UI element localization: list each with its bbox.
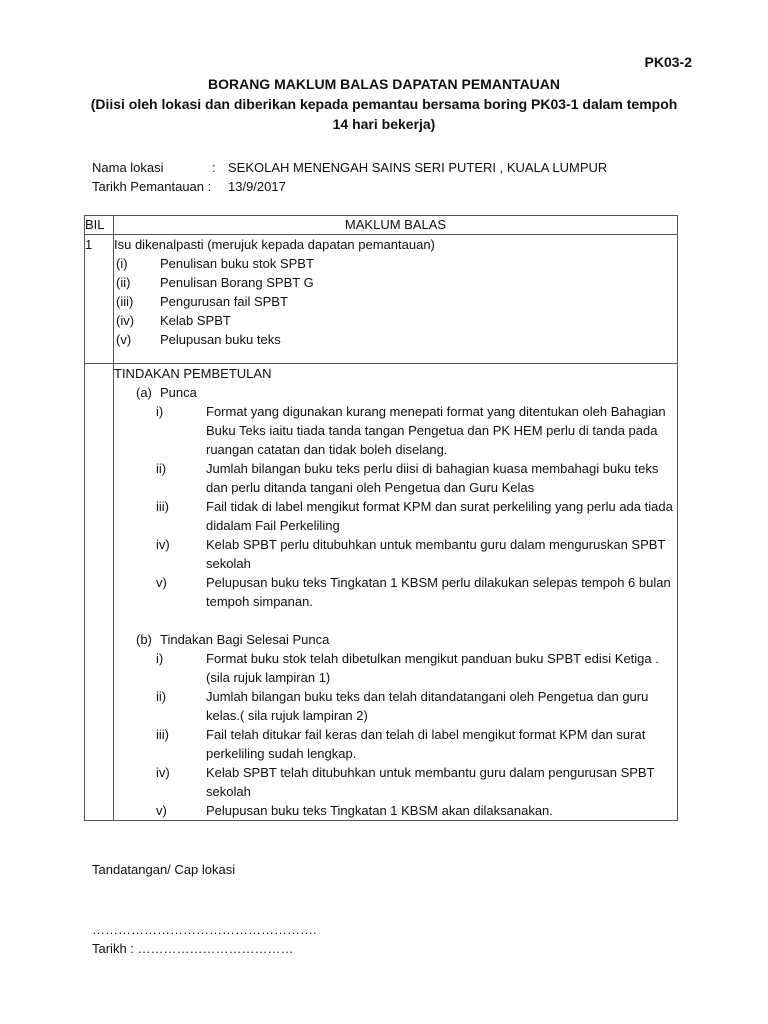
form-subtitle-line2: 14 hari bekerja) <box>332 116 436 132</box>
form-code: PK03-2 <box>644 54 692 70</box>
point-text: Format buku stok telah dibetulkan mengikut panduan buku SPBT edisi Ketiga . (sila rujuk lampiran 1) <box>206 651 659 685</box>
row-number: 1 <box>85 235 114 364</box>
list-item <box>114 801 677 820</box>
point-text: Pelupusan buku teks Tingkatan 1 KBSM perlu dilakukan selepas tempoh 6 bulan tempoh simpanan. <box>206 575 671 609</box>
section-b-title: Tindakan Bagi Selesai Punca <box>160 632 330 647</box>
title-block <box>60 74 708 134</box>
point-number: ii) <box>156 461 167 476</box>
date-value: 13/9/2017 <box>228 179 286 194</box>
table-row <box>85 364 678 821</box>
issue-number: (v) <box>116 332 132 347</box>
list-item <box>114 687 677 725</box>
section-a-heading <box>114 383 677 402</box>
list-item <box>114 273 677 292</box>
point-number: iv) <box>156 765 170 780</box>
list-item <box>114 459 677 497</box>
issues-cell <box>114 235 678 364</box>
list-item <box>114 311 677 330</box>
signature-label: Tandatangan/ Cap lokasi <box>92 862 236 877</box>
point-number: i) <box>156 651 164 666</box>
actions-cell <box>114 364 678 821</box>
location-row <box>92 158 607 177</box>
table-header-row <box>85 216 678 235</box>
list-item <box>114 330 677 349</box>
list-item <box>114 649 677 687</box>
point-number: iii) <box>156 727 169 742</box>
date-label: Tarikh Pemantauan : <box>92 179 212 194</box>
issue-text: Penulisan buku stok SPBT <box>160 256 314 271</box>
list-item <box>114 725 677 763</box>
point-text: Fail telah ditukar fail keras dan telah di label mengikut format KPM dan surat perkeliling sudah lengkap. <box>206 727 646 761</box>
location-label: Nama lokasi <box>92 160 164 175</box>
point-number: iv) <box>156 537 170 552</box>
row-number-empty <box>85 364 114 821</box>
list-item <box>114 535 677 573</box>
point-text: Format yang digunakan kurang menepati format yang ditentukan oleh Bahagian Buku Teks iaitu tiada tanda tangan Pengetua dan PK HEM perlu di tanda pada ruangan catatan dan tidak boleh diselang. <box>206 404 666 457</box>
issue-heading: Isu dikenalpasti (merujuk kepada dapatan pemantauan) <box>114 237 435 252</box>
issue-text: Pengurusan fail SPBT <box>160 294 288 309</box>
location-separator: : <box>212 160 216 175</box>
col-header-bil: BIL <box>85 216 114 235</box>
action-heading: TINDAKAN PEMBETULAN <box>114 366 272 381</box>
issue-text: Penulisan Borang SPBT G <box>160 275 314 290</box>
section-a-letter: (a) <box>136 385 152 400</box>
date-row <box>92 177 607 196</box>
point-number: i) <box>156 404 164 419</box>
list-item <box>114 497 677 535</box>
issue-number: (ii) <box>116 275 131 290</box>
section-b-letter: (b) <box>136 632 152 647</box>
list-item <box>114 763 677 801</box>
spacer <box>114 611 677 630</box>
form-title: BORANG MAKLUM BALAS DAPATAN PEMANTAUAN <box>207 76 561 92</box>
signature-line: ……………………………………………. <box>92 922 317 937</box>
table-row <box>85 235 678 364</box>
point-number: ii) <box>156 689 167 704</box>
point-number: v) <box>156 575 167 590</box>
section-a-title: Punca <box>160 385 197 400</box>
point-text: Pelupusan buku teks Tingkatan 1 KBSM akan dilaksanakan. <box>206 803 553 818</box>
form-subtitle-line1: (Diisi oleh lokasi dan diberikan kepada pemantau bersama boring PK03-1 dalam tempoh <box>90 96 678 112</box>
signature-fields <box>92 920 317 958</box>
point-text: Kelab SPBT telah ditubuhkan untuk membantu guru dalam pengurusan SPBT sekolah <box>206 765 655 799</box>
list-item <box>114 254 677 273</box>
point-text: Kelab SPBT perlu ditubuhkan untuk membantu guru dalam menguruskan SPBT sekolah <box>206 537 666 571</box>
issue-number: (i) <box>116 256 128 271</box>
meta-info <box>92 158 607 196</box>
location-value: SEKOLAH MENENGAH SAINS SERI PUTERI , KUALA LUMPUR <box>228 160 608 175</box>
point-number: iii) <box>156 499 169 514</box>
col-header-feedback: MAKLUM BALAS <box>114 216 678 235</box>
list-item <box>114 402 677 459</box>
issue-text: Kelab SPBT <box>160 313 231 328</box>
list-item <box>114 292 677 311</box>
issue-number: (iv) <box>116 313 135 328</box>
point-text: Jumlah bilangan buku teks dan telah ditandatangani oleh Pengetua dan guru kelas.( sila rujuk lampiran 2) <box>206 689 649 723</box>
issue-text: Pelupusan buku teks <box>160 332 281 347</box>
feedback-table <box>84 215 678 821</box>
section-b-heading <box>114 630 677 649</box>
list-item <box>114 573 677 611</box>
point-text: Jumlah bilangan buku teks perlu diisi di bahagian kuasa membahagi buku teks dan perlu ditanda tangani oleh Pengetua dan Guru Kelas <box>206 461 659 495</box>
date-line: Tarikh : ……………………………… <box>92 941 294 956</box>
point-number: v) <box>156 803 167 818</box>
issue-number: (iii) <box>116 294 134 309</box>
point-text: Fail tidak di label mengikut format KPM dan surat perkeliling yang perlu ada tiada didalam Fail Perkeliling <box>206 499 673 533</box>
